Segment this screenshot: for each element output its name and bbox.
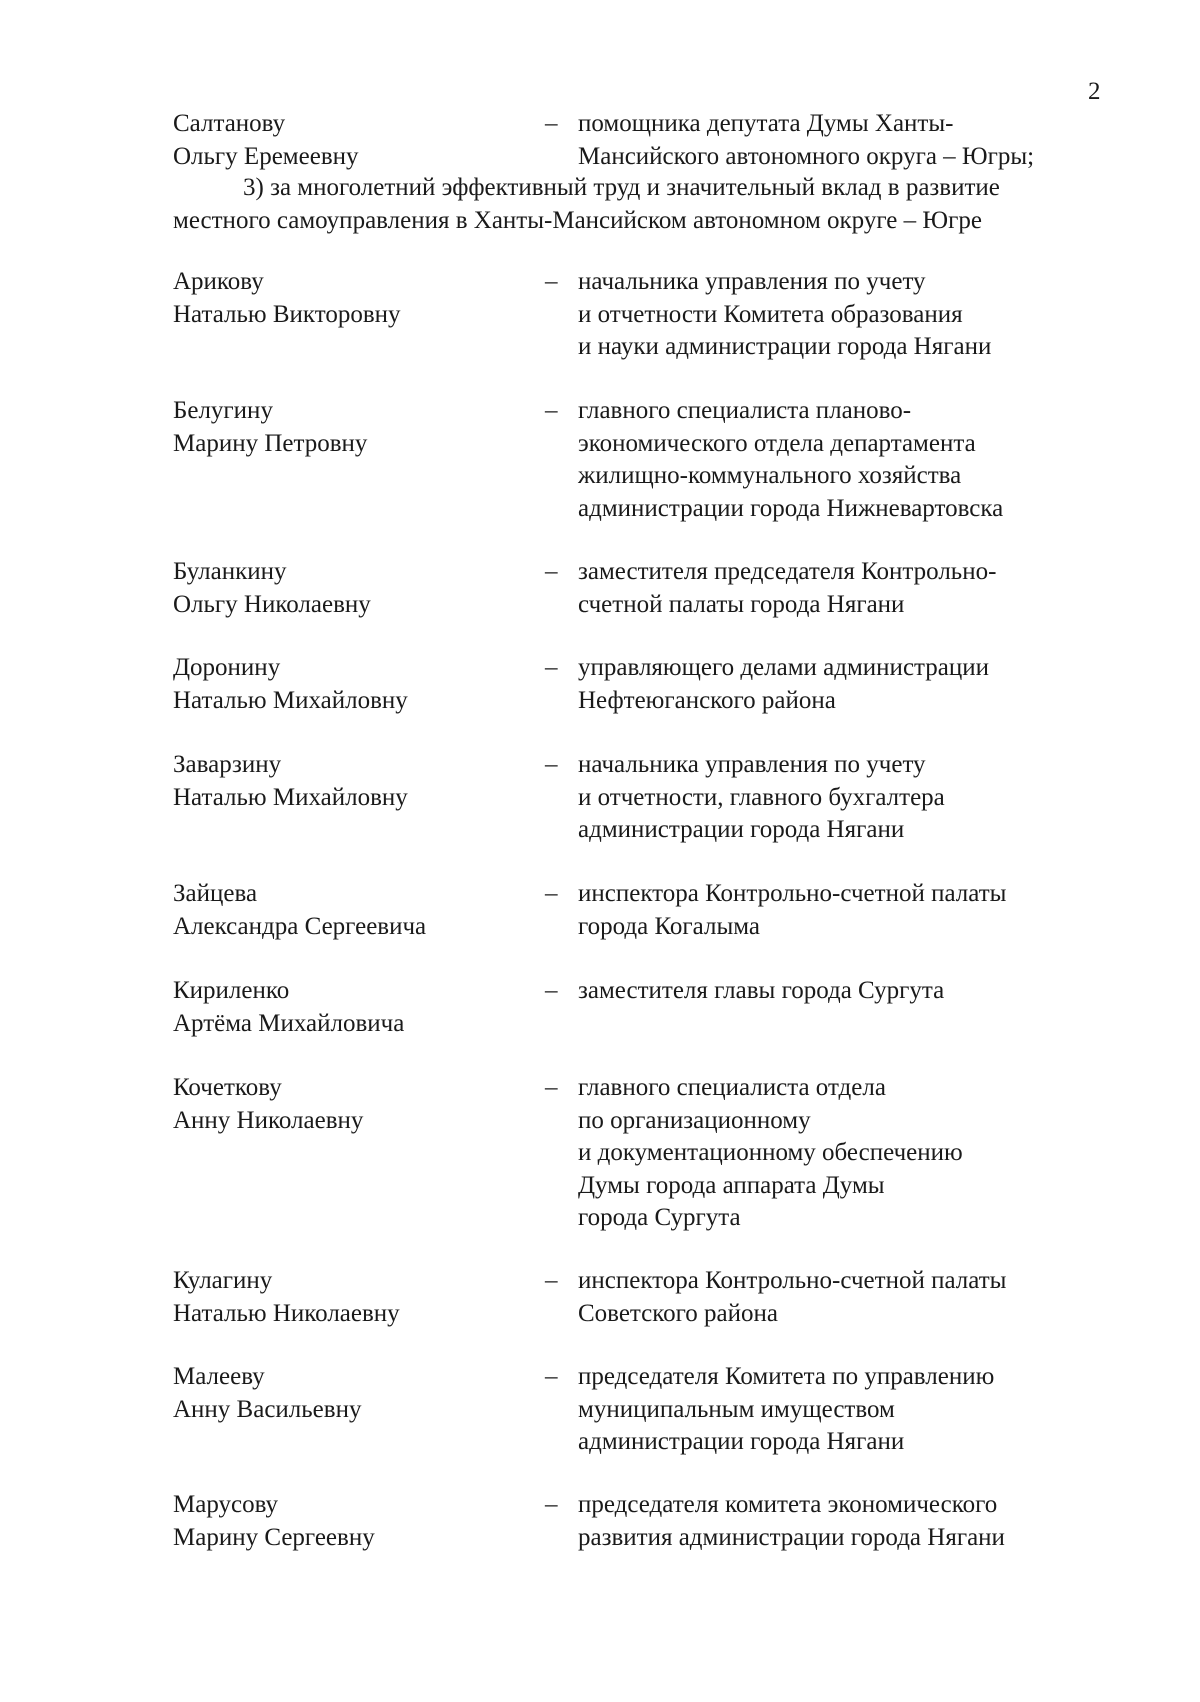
name-line: Доронину [173,654,281,681]
position-line: главного специалиста планово- [578,397,912,424]
dash: – [545,1074,558,1101]
name-line: Анну Николаевну [173,1106,364,1134]
clause-line: 3) за многолетний эффективный труд и значительный вклад в развитие [243,174,1000,201]
name-line: Кириленко [173,977,290,1004]
person-name [173,652,533,717]
dash: – [545,1491,558,1518]
name-line: Ольгу Николаевну [173,590,371,618]
dash: – [545,558,558,585]
name-line: Наталью Михайловну [173,783,408,811]
name-line: Кулагину [173,1267,273,1294]
name-line: Наталью Михайловну [173,686,408,714]
person-name [173,556,533,621]
position-line: жилищно-коммунального хозяйства [578,462,962,489]
position-line: администрации города Нягани [578,1428,905,1455]
name-line: Белугину [173,397,273,424]
dash: – [545,268,558,295]
person-name [173,1489,533,1554]
person-name [173,1361,533,1426]
position-line: города Сургута [578,1204,741,1231]
person-name [173,1072,533,1137]
name-line: Ольгу Еремеевну [173,142,359,170]
position-line: администрации города Нягани [578,816,905,843]
name-line: Наталью Викторовну [173,300,401,328]
position-line: главного специалиста отдела [578,1074,886,1101]
position-line: администрации города Нижневартовска [578,494,1004,522]
position-line: Думы города аппарата Думы [578,1171,885,1199]
dash: – [545,1267,558,1294]
clause-line: местного самоуправления в Ханты-Мансийском автономном округе – Югре [173,206,982,234]
name-line: Марусову [173,1491,279,1518]
dash: – [545,751,558,778]
person-position [578,878,1098,943]
person-position [578,1361,1098,1459]
clause-paragraph [173,172,1113,237]
name-line: Буланкину [173,558,287,585]
name-line: Наталью Николаевну [173,1299,400,1327]
person-name [173,108,533,173]
person-name [173,1265,533,1330]
person-name [173,266,533,331]
position-line: Советского района [578,1299,778,1327]
person-position [578,652,1098,717]
position-line: города Когалыма [578,912,760,940]
person-position [578,108,1098,173]
position-line: Нефтеюганского района [578,686,836,714]
person-name [173,975,533,1040]
name-line: Александра Сергеевича [173,912,427,940]
position-line: председателя комитета экономического [578,1491,998,1518]
position-line: и отчетности Комитета образования [578,300,963,328]
position-line: инспектора Контрольно-счетной палаты [578,880,1007,907]
person-position [578,266,1098,364]
dash: – [545,654,558,681]
dash: – [545,977,558,1004]
position-line: начальника управления по учету [578,268,926,295]
person-position [578,1489,1098,1554]
person-position [578,395,1098,525]
position-line: и науки администрации города Нягани [578,333,992,360]
position-line: управляющего делами администрации [578,654,989,681]
person-position [578,975,1098,1008]
person-position [578,556,1098,621]
person-position [578,1265,1098,1330]
position-line: муниципальным имуществом [578,1395,895,1423]
position-line: заместителя председателя Контрольно- [578,558,997,585]
person-position [578,749,1098,847]
person-name [173,749,533,814]
person-name [173,878,533,943]
name-line: Артёма Михайловича [173,1009,405,1037]
position-line: Мансийского автономного округа – Югры; [578,142,1035,170]
name-line: Марину Сергеевну [173,1523,375,1551]
position-line: по организационному [578,1106,811,1134]
position-line: председателя Комитета по управлению [578,1363,995,1390]
dash: – [545,397,558,424]
position-line: счетной палаты города Нягани [578,590,905,618]
name-line: Малееву [173,1363,265,1390]
dash: – [545,110,558,137]
name-line: Арикову [173,268,264,295]
name-line: Заварзину [173,751,282,778]
page-number: 2 [1088,78,1101,105]
name-line: Салтанову [173,110,286,137]
position-line: и отчетности, главного бухгалтера [578,783,945,811]
position-line: инспектора Контрольно-счетной палаты [578,1267,1007,1294]
position-line: начальника управления по учету [578,751,926,778]
position-line: помощника депутата Думы Ханты- [578,110,954,137]
name-line: Анну Васильевну [173,1395,362,1423]
name-line: Марину Петровну [173,429,368,457]
position-line: и документационному обеспечению [578,1139,963,1166]
person-position [578,1072,1098,1235]
name-line: Кочеткову [173,1074,282,1101]
position-line: заместителя главы города Сургута [578,977,945,1004]
position-line: развития администрации города Нягани [578,1523,1005,1551]
position-line: экономического отдела департамента [578,429,976,457]
dash: – [545,1363,558,1390]
person-name [173,395,533,460]
dash: – [545,880,558,907]
name-line: Зайцева [173,880,258,907]
